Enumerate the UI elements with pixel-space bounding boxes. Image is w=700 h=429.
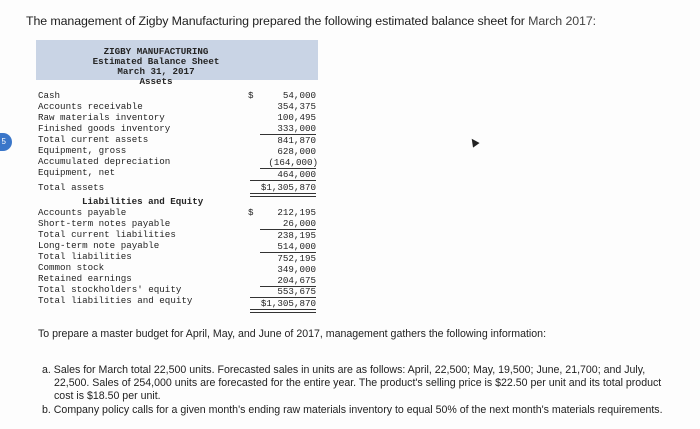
asset-label-equip: Equipment, gross	[38, 145, 127, 156]
liab-label-tle: Total liabilities and equity	[38, 295, 193, 306]
asset-value-accdep: (164,000)	[268, 157, 318, 168]
asset-value-fg: 333,000	[277, 123, 316, 134]
underline	[250, 180, 316, 181]
intro-prefix: The management of Zigby Manufacturing prepared the following estimated balance sheet for	[26, 14, 529, 28]
liab-value-ltnp: 514,000	[277, 241, 316, 252]
liabilities-heading: Liabilities and Equity	[82, 196, 204, 207]
liab-value-stnp: 26,000	[282, 218, 316, 229]
asset-label-eqnet: Equipment, net	[38, 167, 116, 178]
liab-value-re: 204,675	[277, 275, 316, 286]
liab-label-cs: Common stock	[38, 262, 105, 273]
liab-currency-ap: $	[248, 207, 254, 218]
asset-label-ar: Accounts receivable	[38, 101, 143, 112]
asset-value-tca: 841,870	[277, 135, 316, 146]
liab-label-tse: Total stockholders' equity	[38, 284, 182, 295]
info-lead: To prepare a master budget for April, May, and June of 2017, management gathers the following information:	[38, 328, 547, 340]
side-tab-label: 5	[1, 137, 6, 146]
asset-label-fg: Finished goods inventory	[38, 123, 171, 134]
double-underline	[250, 193, 316, 197]
asset-value-cash: 54,000	[282, 90, 316, 101]
liab-label-tcl: Total current liabilities	[38, 229, 176, 240]
intro-text	[26, 14, 686, 28]
asset-value-raw: 100,495	[277, 112, 316, 123]
liab-value-tle: $1,305,870	[260, 298, 316, 309]
side-tab[interactable]	[0, 133, 12, 151]
mouse-cursor-icon	[468, 136, 479, 147]
intro-date: March 2017:	[528, 14, 596, 28]
asset-label-raw: Raw materials inventory	[38, 112, 165, 123]
asset-label-tca: Total current assets	[38, 134, 149, 145]
liab-label-ltnp: Long-term note payable	[38, 240, 160, 251]
asset-value-eqnet: 464,000	[277, 169, 316, 180]
liab-value-tcl: 238,195	[277, 230, 316, 241]
sheet-date: March 31, 2017	[117, 66, 195, 77]
liab-label-stnp: Short-term notes payable	[38, 218, 171, 229]
info-item-a-line1: a. Sales for March total 22,500 units. Forecasted sales in units are as follows: April, 22,500; May, 19,500; June, 21,700; and July,	[42, 364, 646, 376]
liab-value-ap: 212,195	[277, 207, 316, 218]
liab-label-re: Retained earnings	[38, 273, 132, 284]
liab-value-tl: 752,195	[277, 253, 316, 264]
sheet-title: Estimated Balance Sheet	[92, 56, 220, 67]
balance-sheet	[36, 40, 318, 312]
info-item-a-line3: cost is $18.50 per unit.	[54, 390, 161, 402]
asset-label-accdep: Accumulated depreciation	[38, 156, 171, 167]
asset-value-equip: 628,000	[277, 146, 316, 157]
asset-value-total: $1,305,870	[260, 182, 316, 193]
assets-heading: Assets	[139, 76, 173, 87]
company-name: ZIGBY MANUFACTURING	[103, 46, 209, 57]
liab-value-cs: 349,000	[277, 264, 316, 275]
liab-label-ap: Accounts payable	[38, 207, 127, 218]
asset-currency-cash: $	[248, 90, 254, 101]
liab-value-tse: 553,675	[277, 286, 316, 297]
info-item-a-line2: 22,500. Sales of 254,000 units are forecasted for the entire year. The product's selling price is $22.50 per unit and its total product	[54, 377, 662, 389]
asset-label-total: Total assets	[38, 182, 105, 193]
asset-value-ar: 354,375	[277, 101, 316, 112]
double-underline	[250, 309, 316, 313]
info-item-b: b. Company policy calls for a given month's ending raw materials inventory to equal 50% of the next month's materials requirements.	[42, 404, 663, 416]
asset-label-cash: Cash	[38, 90, 61, 101]
liab-label-tl: Total liabilities	[38, 251, 132, 262]
